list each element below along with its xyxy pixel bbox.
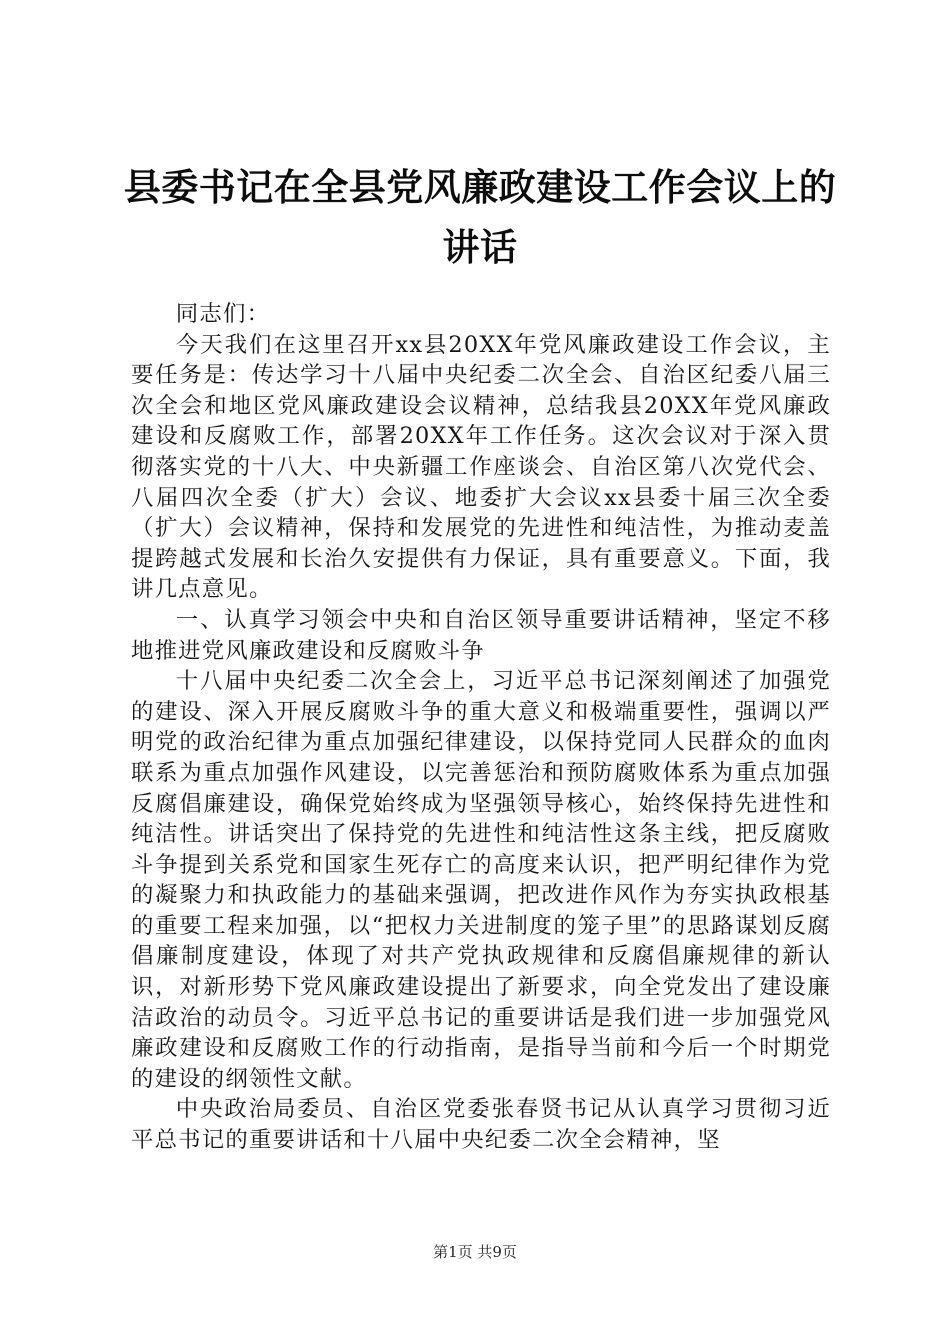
page-number-footer: 第1页 共9页 [433,1243,517,1261]
salutation-paragraph: 同志们： [175,301,271,327]
body-paragraph: 十八届中央纪委二次全会上，习近平总书记深刻阐述了加强党的建设、深入开展反腐败斗争的重大意义和极端重要性，强调以严明党的政治纪律为重点加强纪律建设，以保持党同人民群众的血肉联系为重点加强作风建设，以完善惩治和预防腐败体系为重点加强反腐倡廉建设，确保党始终成为坚强领导核心，始终保持先进性和纯洁性。讲话突出了保持党的先进性和纯洁性这条主线，把反腐败斗争提到关系党和国家生死存亡的高度来认识，把严明纪律作为党的凝聚力和执政能力的基础来强调，把改进作风作为夯实执政根基的重要工程来加强，以“把权力关进制度的笼子里”的思路谋划反腐倡廉制度建设，体现了对共产党执政规律和反腐倡廉规律的新认识，对新形势下党风廉政建设提出了新要求，向全党发出了建设廉洁政治的动员令。习近平总书记的重要讲话是我们进一步加强党风廉政建设和反腐败工作的行动指南，是指导当前和今后一个时期党的建设的纲领性文献。 [131,668,831,1092]
document-title: 县委书记在全县党风廉政建设工作会议上的讲话 [123,166,837,269]
section-heading-1: 一、认真学习领会中央和自治区领导重要讲话精神，坚定不移地推进党风廉政建设和反腐败斗争 [131,606,831,664]
body-paragraph: 中央政治局委员、自治区党委张春贤书记从认真学习贯彻习近平总书记的重要讲话和十八届中央纪委二次全会精神，坚 [131,1096,831,1154]
intro-paragraph: 今天我们在这里召开xx县20XX年党风廉政建设工作会议，主要任务是：传达学习十八届中央纪委二次全会、自治区纪委八届三次全会和地区党风廉政建设会议精神，总结我县20XX年党风廉政建设和反腐败工作，部署20XX年工作任务。这次会议对于深入贯彻落实党的十八大、中央新疆工作座谈会、自治区第八次党代会、八届四次全委（扩大）会议、地委扩大会议xx县委十届三次全委（扩大）会议精神，保持和发展党的先进性和纯洁性，为推动麦盖提跨越式发展和长治久安提供有力保证，具有重要意义。下面，我讲几点意见。 [131,331,831,603]
document-body [131,299,831,1156]
